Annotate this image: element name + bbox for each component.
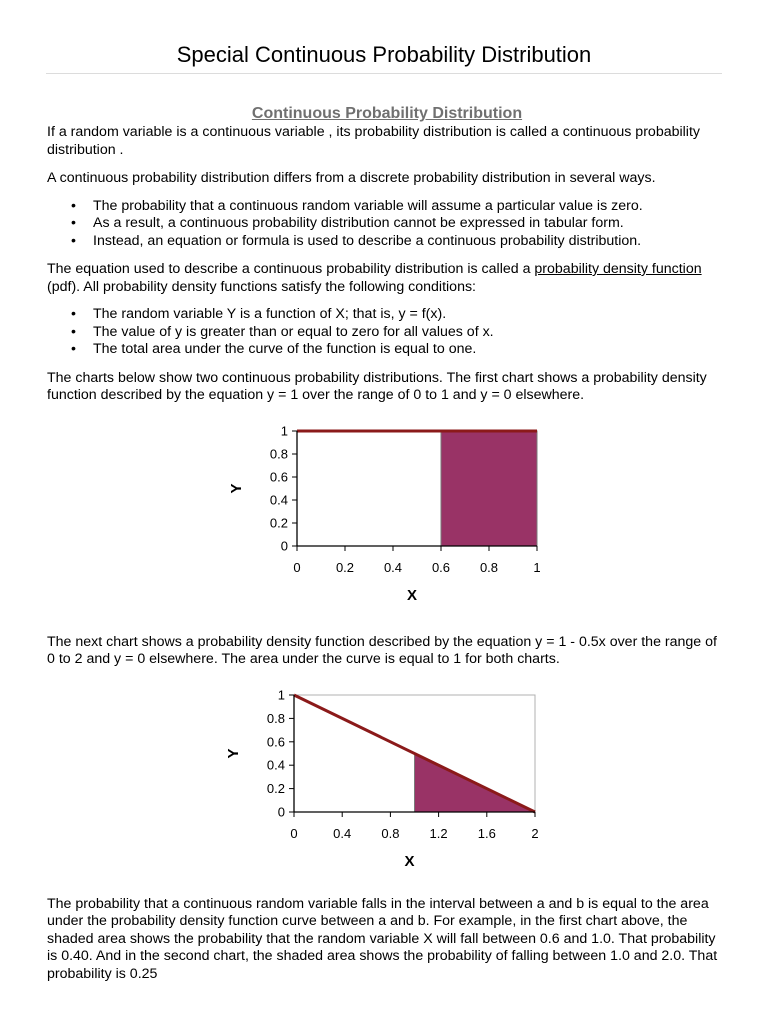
x-tick-label: 1 (533, 559, 541, 575)
list-item: • As a result, a continuous probability distribution cannot be expressed in tabular form. (93, 215, 727, 233)
paragraph-second-chart: The next chart shows a probability density function described by the equation y = 1 - 0.5x over the range of 0 to 2 and y = 0 elsewhere. The area under the curve is equal to 1 for both charts. (47, 633, 717, 667)
list-item: • The probability that a continuous random variable will assume a particular value is zero. (93, 198, 727, 216)
x-tick-label: 0.6 (431, 559, 451, 575)
chart-linear-pdf (47, 680, 727, 890)
y-tick-label: 0.4 (266, 757, 285, 773)
x-axis-label: X (404, 852, 415, 870)
x-tick-label: 1.2 (429, 825, 448, 841)
pdf-link[interactable]: probability density function (534, 261, 702, 277)
y-tick-label: 0 (280, 538, 288, 553)
y-tick-label: 0.8 (266, 710, 285, 726)
paragraph-differences: A continuous probability distribution differs from a discrete probability distribution in several ways. (47, 170, 656, 186)
paragraph-definition: If a random variable is a continuous variable , its probability distribution is called a continuous probability distribution . (47, 124, 700, 158)
shaded-probability-area (441, 431, 537, 546)
paragraph-probability: The probability that a continuous random variable falls in the interval between a and b is equal to the area under the probability density function curve between a and b. For example, in the first chart above, the shaded area shows the probability that the random variable X will fall between 0.6 and 1.0. That probability is 0.40. And in the second chart, the shaded area shows the probability of falling between 1.0 and 2.0. That probability is 0.25 (47, 895, 718, 982)
y-tick-label: 0.6 (266, 733, 285, 749)
y-tick-label: 0.4 (269, 492, 288, 507)
list-item: • The value of y is greater than or equal to zero for all values of x. (93, 324, 727, 342)
x-tick-label: 0.4 (333, 825, 352, 841)
x-tick-label: 0 (293, 559, 301, 575)
y-axis-label: Y (225, 747, 242, 759)
x-tick-label: 0.8 (479, 559, 499, 575)
section-heading: Continuous Probability Distribution (251, 105, 523, 122)
paragraph-pdf (47, 261, 727, 296)
differences-list (47, 198, 727, 251)
y-tick-label: 0 (277, 804, 285, 819)
list-item: • The total area under the curve of the function is equal to one. (93, 341, 727, 359)
x-tick-label: 2 (531, 825, 539, 841)
page-title: Special Continuous Probability Distribution (176, 42, 592, 67)
y-tick-label: 1 (277, 687, 285, 702)
x-tick-label: 0 (290, 825, 298, 841)
title-divider (46, 73, 722, 74)
x-tick-label: 0.2 (335, 559, 355, 575)
y-tick-label: 1 (280, 423, 288, 438)
document-body (47, 104, 727, 994)
x-axis-label: X (406, 586, 418, 604)
pdf-text-before: The equation used to describe a continuous probability distribution is called a (47, 261, 535, 277)
pdf-text-after: (pdf). All probability density functions satisfy the following conditions: (47, 278, 476, 295)
y-tick-label: 0.8 (269, 446, 288, 461)
list-item: • The random variable Y is a function of X; that is, y = f(x). (93, 306, 727, 324)
paragraph-charts-intro: The charts below show two continuous probability distributions. The first chart shows a probability density function described by the equation y = 1 over the range of 0 to 1 and y = 0 elsewhere. (47, 369, 707, 403)
x-tick-label: 0.4 (383, 559, 403, 575)
x-tick-label: 1.6 (477, 825, 496, 841)
y-axis-label: Y (228, 482, 245, 494)
y-tick-label: 0.2 (269, 515, 288, 530)
y-tick-label: 0.6 (269, 469, 288, 484)
y-tick-label: 0.2 (266, 780, 285, 796)
list-item: • Instead, an equation or formula is used to describe a continuous probability distribution. (93, 233, 727, 251)
x-tick-label: 0.8 (381, 825, 400, 841)
conditions-list (47, 306, 727, 359)
chart-uniform-pdf (47, 416, 727, 634)
